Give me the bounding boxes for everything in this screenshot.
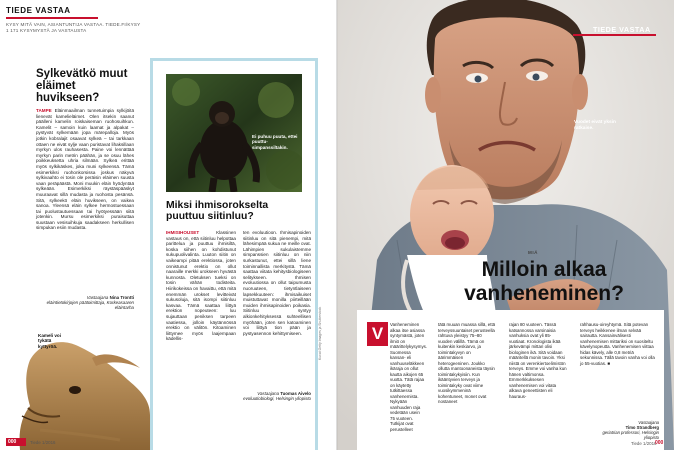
gutter-shadow xyxy=(336,0,338,450)
question2-signature xyxy=(243,391,311,401)
signature-name: Timo Strandberg xyxy=(625,425,659,430)
question1-signature xyxy=(36,295,134,311)
article-column-4: rahhausu-oireyhtymä. Sitä potevan terveys heikkenee ilman selvää sairautta. Kansainvälisesti vanhenemisen mittariksi on suositeltu kävelynopeutta. Vanhenemisen viittaa hidas kävely, alle 0,8 metriä sekunnissa. Tällä tavoin vanha voi olla jo 55-vuotias. ■ xyxy=(580,322,655,366)
signature-role: Vastaajana xyxy=(638,420,659,425)
question2-column-2: ten evoluutioon. Ihmisapinoiden siitinluu on sitä pienempi, mitä lähesimpää sukua ne meille ovat. Lähimpien sukulaistemme simpanssien siitinluu on niin surkastunut, ettei sillä liene toiminnallista merkitystä. Tämä saattaa viitata kehitysbiologiseen selitykseen. Ihmisen evoluutiossa on ollut taipumusta nuoruuteen, tietyntlaiseen lapsekkuuteen: ihmisaikuiset muistuttavat monilla piirteillään muiden ihmisapinoiden poikasia. Siitinluu syntyy alkionkehityksessä suhteellisen myöhään, joten sen katoaminen voi liittyä tion pään ja pystyasennon kehittymiseen. xyxy=(243,230,311,336)
article-title: Milloin alkaa vanheneminen? xyxy=(464,258,624,305)
article-kicker: MIÄ xyxy=(528,250,538,255)
question1-title: Sylkevätkö muut eläimet huvikseen? xyxy=(36,68,128,104)
photo-credit: Kuvat Getty Images ja Shutterstock xyxy=(318,306,322,360)
question2-tag: IHMISIHOUSET xyxy=(166,230,200,235)
article-text-1: Vanheneminen alkaa itse asiassa syntymästä, joten ilmiö on määrittelykysymys. Suomessa kansan- eli vanhuuseläkkeen ikäraja on ollut kautta aikojen 65 vuotta. Tätä rajaa on käytetty tutkittaessa vanhenemista. Nykyään vanhuuden raja vedetään usein 75 vuoteen. Tutkijat ovat perustelleet xyxy=(390,322,428,432)
article-column-1 xyxy=(367,322,428,432)
signature-detail: eläintietokirjojen päätoimittaja, Korkeasaaren eläintarha xyxy=(46,300,134,311)
question2-title: Miksi ihmisorokselta puuttuu siitinluu? xyxy=(166,200,269,223)
photo-caption: Vuodet eivät yksin ratkaise. xyxy=(574,120,616,131)
signature-name: Nina Trontti xyxy=(109,295,134,300)
section-rule xyxy=(573,34,656,36)
monkey-photo xyxy=(166,74,302,192)
section-title: TIEDE VASTAA xyxy=(593,25,651,34)
question1-tag: TAMPE xyxy=(36,108,52,113)
kicker-text: KYSY MITÄ VAIN, ASIANTUNTIJA VASTAA. TIEDE.FI/KYSY 1 171 KYSYMYSTÄ JA VASTAUSTA xyxy=(6,22,141,33)
section-title: TIEDE VASTAA xyxy=(6,6,71,15)
article-column-2: tätä muuan muassa sillä, että terveyssuuntaiset perusteella rahtuva yleistyy 75–80 vuoden välillä. Tämä on kuitenkin keskiarvo, ja toimintakyvyn on äärimmäisen heterogeeninen. Joukko ollutta mantoonaneista täysin toimintakykyisiin. Kun ikääntyvien terveys ja toimintakyky ovat viime vuosikymmeninä kohentuneet, monet ovat nostaneet xyxy=(438,322,496,404)
article-column-3: rajan 80 vuoteen. Tässä katsannossa varsinaisia vanhuksia ovat yli 85-vuotiaat. Kronologista ikää järkevämpi mittari olisi biologinen ikä. Sitä voidaan määritellä monin tavoin. Yksi niistä on verenkiertoelimistön terveys. Emme voi vanha kun hänen valtimonsa. Emmerkkuksesen vanhenemisen voi vitata alkava geneettisten eli hauraus- xyxy=(509,322,567,399)
question2-column-1 xyxy=(166,230,236,342)
question1-body xyxy=(36,108,134,231)
question2-text-1: Klassinen vastaus on, että siitinluu helpottaa parittelua ja puuttuu ihmisiltä, koska siihen on kohdistunut sukupuolivalinta. Luuton siitin on vaikeampi pitää erektiossa, joten onnistunut erektio on ollut naaraille merkki urokseen hyvästä kunnosta. Oletuksen tueksi on tosin vähän todisteita. Hiirikokeissa on havaittu, että mitä enemmän urokset levitteivät sukusoluja, sitä isompi siitinluu kasvaa. Tämä saattaa liittyä erektion nopeuteen: luu sujauttaan peniksen tarpeen vaatiessa, jolloin käytännössä erektio on välitön. Kitoaminen liittymee myös laajempaan kädellis- xyxy=(166,230,236,342)
page-number: 000 xyxy=(8,439,17,445)
signature-role: Vastaajana xyxy=(257,391,280,396)
section-rule xyxy=(6,17,98,19)
drop-cap: V xyxy=(367,322,388,346)
article-signature xyxy=(587,420,659,440)
camel-photo xyxy=(0,320,150,450)
right-page xyxy=(337,0,674,450)
page-footer: Tiede 1/2016 xyxy=(30,440,56,445)
signature-name: Tuomas Aivelo xyxy=(280,391,311,396)
signature-detail: evoluutiobiologi, Helsingin yliopisto xyxy=(243,396,311,402)
signature-detail: geriatrian professori, Helsingin yliopisto xyxy=(602,430,659,440)
page-footer: Tiede 1/2016 xyxy=(631,441,657,446)
question1-text: Eläinmaailman tunnetuimpia sylkijöitä lienevät kamelieläimet. Olen itsekin saanut päälleni kamelin roiskaiseman ruohosuihkun. Kamelit – samoin kuin laamat ja alpakat – pystyvät sylkemään jopa märepalloja. Myös jotkin kobralajit osaavat sylkeä – tai tarkkaan ottaen ne eivät sylje vaan puristavat lihaksillaan myrkyn ulos rauhasesta. Paine voi lennättää myrkyn parin metrin päähän, ja se osuu lähes poikkeuksetta uhria silmään. Sylkeä erittää myös sylkikäskes, joka muni sylkeensä. Tämä esimerkiksi ruohonkorsissa joskus näkyvä sylkivaahto ei tosin ole peräisin eläimen suusta vaan peräpäästä. Moni muukin eläin hyödyntää sylkeään. Esimerkiksi räystäspääskyt muuraavat sillä mudasta ja ruohosta pesänsä. Sitä, sylkeekö eläin huvikseen, on vaikea sanoa. Yleensä eläin sylkee hermostuessaan tai puolustautuessaan tai hyötyessään siitä jotenkin. Mursu esimerkiksi puraisuttaa suustaan vesisuihkuja saadakseen herkullisen simpukan esiin mudasta. xyxy=(36,108,134,231)
page-number: 000 xyxy=(655,440,664,446)
camel-label: Kameli voi tykätä kyttyröä. xyxy=(38,333,61,349)
monkey-caption: Ei puhuu puuta, ettei puuttu-simpanssiltakin. xyxy=(252,134,298,150)
signature-role: Vastaajana xyxy=(86,295,109,300)
